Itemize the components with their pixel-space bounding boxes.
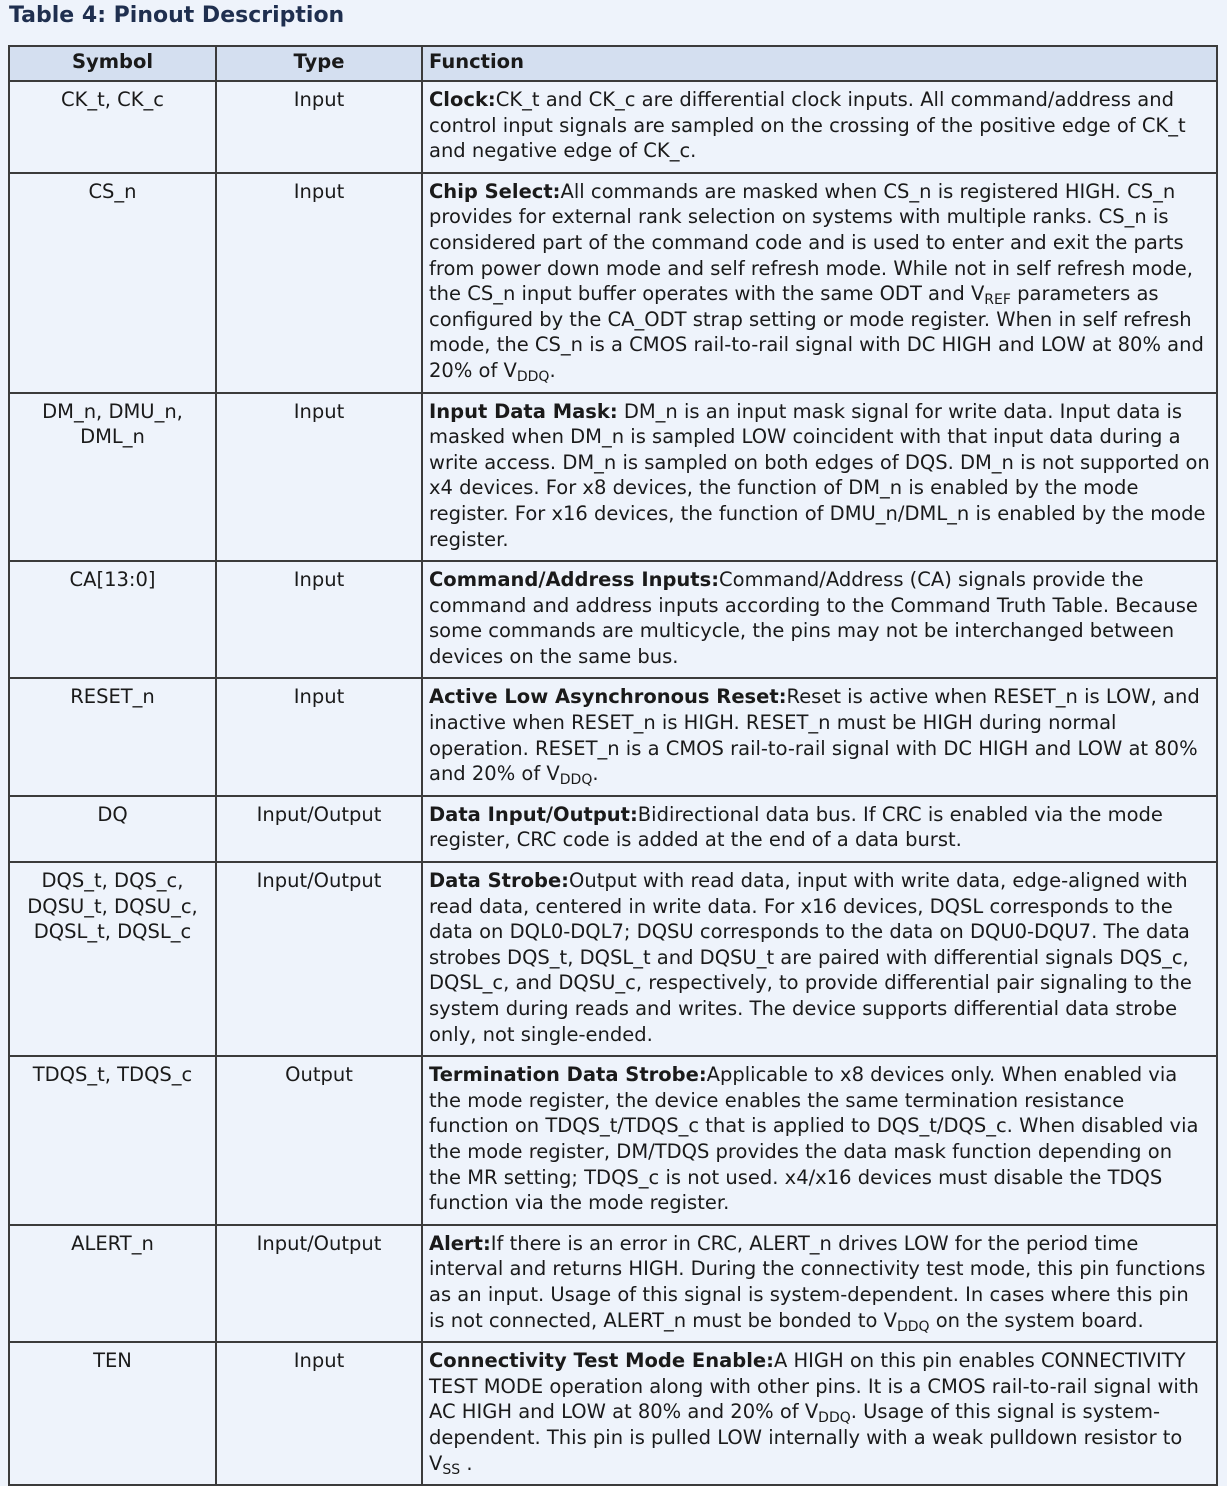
type-cell: Input/Output	[216, 862, 422, 1056]
header-row	[9, 46, 1217, 81]
function-text: All commands are masked when CS_n is registered HIGH. CS_n provides for external rank selection on systems with multiple ranks. CS_n is considered part of the command code and is used to enter and exit the parts from power down mode and self refresh mode. While not in self refresh mode, the CS_n input buffer operates with the same ODT and V	[429, 179, 1194, 306]
function-cell	[422, 173, 1217, 393]
function-text: Applicable to x8 devices only. When enabled via the mode register, the device enables the same termination resistance function on TDQS_t/TDQS_c that is applied to DQS_t/DQS_c. When disabled via the mode register, DM/TDQS provides the data mask function depending on the MR setting; TDQS_c is not used. x4/x16 devices must disable the TDQS function via the mode register.	[429, 1063, 1199, 1215]
table-row	[9, 1056, 1217, 1225]
symbol-cell: ALERT_n	[9, 1225, 216, 1342]
symbol-cell: DQS_t, DQS_c, DQSU_t, DQSU_c, DQSL_t, DQSL_c	[9, 862, 216, 1056]
function-cell	[422, 1342, 1217, 1485]
function-text: Output with read data, input with write data, edge-aligned with read data, centered in write data. For x16 devices, DQSL corresponds to the data on DQL0-DQL7; DQSU corresponds to the data on DQU0-DQU7. The data strobes DQS_t, DQSL_t and DQSU_t are paired with differential signals DQS_c, DQSL_c, and DQSU_c, respectively, to provide differential pair signaling to the system during reads and writes. The device supports differential data strobe only, not single-ended.	[429, 869, 1192, 1046]
function-cell	[422, 393, 1217, 562]
table-row	[9, 1342, 1217, 1485]
type-cell: Input	[216, 561, 422, 678]
function-label: Command/Address Inputs:	[429, 568, 720, 592]
function-label: Alert:	[429, 1231, 491, 1255]
function-text: . Usage of this signal is system-dependent. This pin is pulled LOW internally with a weak pulldown resistor to V	[429, 1400, 1183, 1475]
header-symbol: Symbol	[9, 46, 216, 81]
type-cell: Input/Output	[216, 1225, 422, 1342]
function-text: DM_n is an input mask signal for write data. Input data is masked when DM_n is sampled LOW coincident with that input data during a write access. DM_n is sampled on both edges of DQS. DM_n is not supported on x4 devices. For x8 devices, the function of DM_n is enabled by the mode register. For x16 devices, the function of DMU_n/DML_n is enabled by the mode register.	[429, 399, 1210, 551]
function-label: Input Data Mask:	[429, 399, 618, 423]
type-cell: Input	[216, 81, 422, 173]
subscript: DDQ	[559, 772, 593, 789]
type-cell: Output	[216, 1056, 422, 1225]
table-row	[9, 173, 1217, 393]
type-cell: Input	[216, 1342, 422, 1485]
function-label: Data Input/Output:	[429, 802, 638, 826]
table-caption: Table 4: Pinout Description	[9, 3, 345, 28]
symbol-cell: CA[13:0]	[9, 561, 216, 678]
subscript: SS	[442, 1461, 461, 1478]
function-cell	[422, 561, 1217, 678]
subscript: REF	[984, 292, 1011, 309]
function-cell	[422, 81, 1217, 173]
function-cell	[422, 862, 1217, 1056]
symbol-cell: DQ	[9, 796, 216, 862]
symbol-cell: TEN	[9, 1342, 216, 1485]
type-cell: Input	[216, 173, 422, 393]
type-cell: Input/Output	[216, 796, 422, 862]
function-text: A HIGH on this pin enables CONNECTIVITY TEST MODE operation along with other pins. It is a CMOS rail-to-rail signal with AC HIGH and LOW at 80% and 20% of V	[429, 1349, 1199, 1424]
function-text: Command/Address (CA) signals provide the command and address inputs according to the Command Truth Table. Because some commands are multicycle, the pins may not be interchanged between devices on the same bus.	[429, 568, 1198, 668]
header-function: Function	[422, 46, 1217, 81]
function-label: Connectivity Test Mode Enable:	[429, 1349, 774, 1373]
function-cell	[422, 1056, 1217, 1225]
function-label: Termination Data Strobe:	[429, 1063, 707, 1087]
function-text: Reset is active when RESET_n is LOW, and inactive when RESET_n is HIGH. RESET_n must be HIGH during normal operation. RESET_n is a CMOS rail-to-rail signal with DC HIGH and LOW at 80% and 20% of V	[429, 685, 1200, 786]
table-row	[9, 678, 1217, 795]
function-text: If there is an error in CRC, ALERT_n drives LOW for the period time interval and returns HIGH. During the connectivity test mode, this pin functions as an input. Usage of this signal is system-dependent. In cases where this pin is not connected, ALERT_n must be bonded to V	[429, 1231, 1206, 1332]
function-label: Chip Select:	[429, 179, 561, 203]
subscript: DDQ	[818, 1410, 851, 1427]
function-text: Bidirectional data bus. If CRC is enabled via the mode register, CRC code is added at the end of a data burst.	[429, 802, 1163, 852]
function-cell	[422, 796, 1217, 862]
function-text: .	[549, 358, 556, 382]
function-label: Active Low Asynchronous Reset:	[429, 685, 787, 709]
symbol-cell: CK_t, CK_c	[9, 81, 216, 173]
function-text: .	[592, 762, 599, 786]
function-label: Clock:	[429, 88, 496, 111]
function-text: on the system board.	[929, 1308, 1144, 1332]
function-text: parameters as configured by the CA_ODT strap setting or mode register. When in self refresh mode, the CS_n is a CMOS rail-to-rail signal with DC HIGH and LOW at 80% and 20% of V	[429, 282, 1204, 382]
type-cell: Input	[216, 678, 422, 795]
type-cell: Input	[216, 393, 422, 562]
symbol-cell: CS_n	[9, 173, 216, 393]
pinout-table	[8, 45, 1218, 1486]
symbol-cell: DM_n, DMU_n, DML_n	[9, 393, 216, 562]
symbol-cell: TDQS_t, TDQS_c	[9, 1056, 216, 1225]
header-type: Type	[216, 46, 422, 81]
table-row	[9, 1225, 1217, 1342]
table-row	[9, 862, 1217, 1056]
subscript: DDQ	[896, 1318, 930, 1335]
function-cell	[422, 1225, 1217, 1342]
subscript: DDQ	[516, 368, 550, 385]
table-row	[9, 561, 1217, 678]
table-row	[9, 796, 1217, 862]
table-row	[9, 393, 1217, 562]
function-cell	[422, 678, 1217, 795]
function-text: CK_t and CK_c are differential clock inputs. All command/address and control input signals are sampled on the crossing of the positive edge of CK_t and negative edge of CK_c.	[429, 88, 1186, 163]
function-label: Data Strobe:	[429, 869, 569, 893]
symbol-cell: RESET_n	[9, 678, 216, 795]
function-text: .	[460, 1451, 473, 1475]
table-row	[9, 81, 1217, 173]
